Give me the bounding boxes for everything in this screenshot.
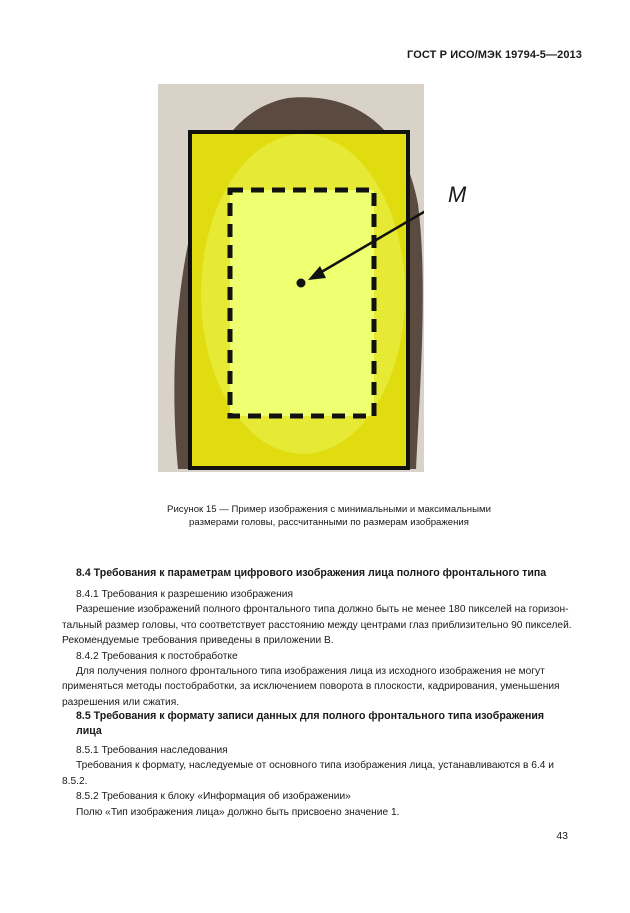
section-8-5-1-text-b: 8.5.2. (62, 775, 88, 787)
figure-caption (100, 503, 558, 529)
marker-label: M (448, 182, 467, 207)
section-8-4-1-text-a: Разрешение изображений полного фронтального типа должно быть не менее 180 пикселей на горизон- (76, 604, 569, 616)
section-8-4-1 (62, 587, 584, 710)
section-8-5-1-title: 8.5.1 Требования наследования (76, 745, 228, 756)
section-8-4-2-text-b: применяться методы постобработки, за исключением поворота в плоскости, кадрирования, уменьшения (62, 681, 560, 693)
caption-line-2: размерами головы, рассчитанными по размерам изображения (189, 517, 469, 528)
section-8-5-title-b: лица (76, 725, 102, 738)
section-8-4-title: 8.4 Требования к параметрам цифрового изображения лица полного фронтального типа (76, 567, 547, 579)
document-header: ГОСТ Р ИСО/МЭК 19794-5—2013 (407, 49, 582, 61)
section-8-4-2-text-a: Для получения полного фронтального типа изображения лица из исходного изображения не могут (76, 666, 545, 678)
section-8-5-2-title: 8.5.2 Требования к блоку «Информация об изображении» (76, 791, 351, 803)
figure-illustration (158, 84, 424, 472)
section-8-5-title-a: 8.5 Требования к формату записи данных для полного фронтального типа изображения (76, 710, 545, 722)
inner-box (230, 190, 374, 416)
section-8-4 (62, 566, 584, 581)
section-8-4-1-text-b: тальный размер головы, что соответствует расстоянию между центрами глаз приблизительно 90 пикселей. (62, 619, 572, 631)
section-8-5 (62, 709, 584, 740)
head-size-figure (158, 84, 424, 472)
section-8-5-2-text: Полю «Тип изображения лица» должно быть присвоено значение 1. (76, 806, 400, 818)
section-8-4-2-text-c: разрешения или сжатия. (62, 696, 180, 708)
section-8-4-2-title: 8.4.2 Требования к постобработке (76, 650, 238, 662)
section-8-4-1-title: 8.4.1 Требования к разрешению изображения (76, 589, 294, 600)
section-8-5-body (62, 743, 584, 820)
caption-line-1: Рисунок 15 — Пример изображения с минимальными и максимальными (167, 504, 491, 515)
section-8-4-1-text-c: Рекомендуемые требования приведены в приложении В. (62, 635, 334, 647)
page-number: 43 (556, 830, 568, 842)
center-point (297, 279, 306, 288)
section-8-5-1-text-a: Требования к формату, наследуемые от основного типа изображения лица, устанавливаются в 6.4 и (76, 760, 554, 772)
